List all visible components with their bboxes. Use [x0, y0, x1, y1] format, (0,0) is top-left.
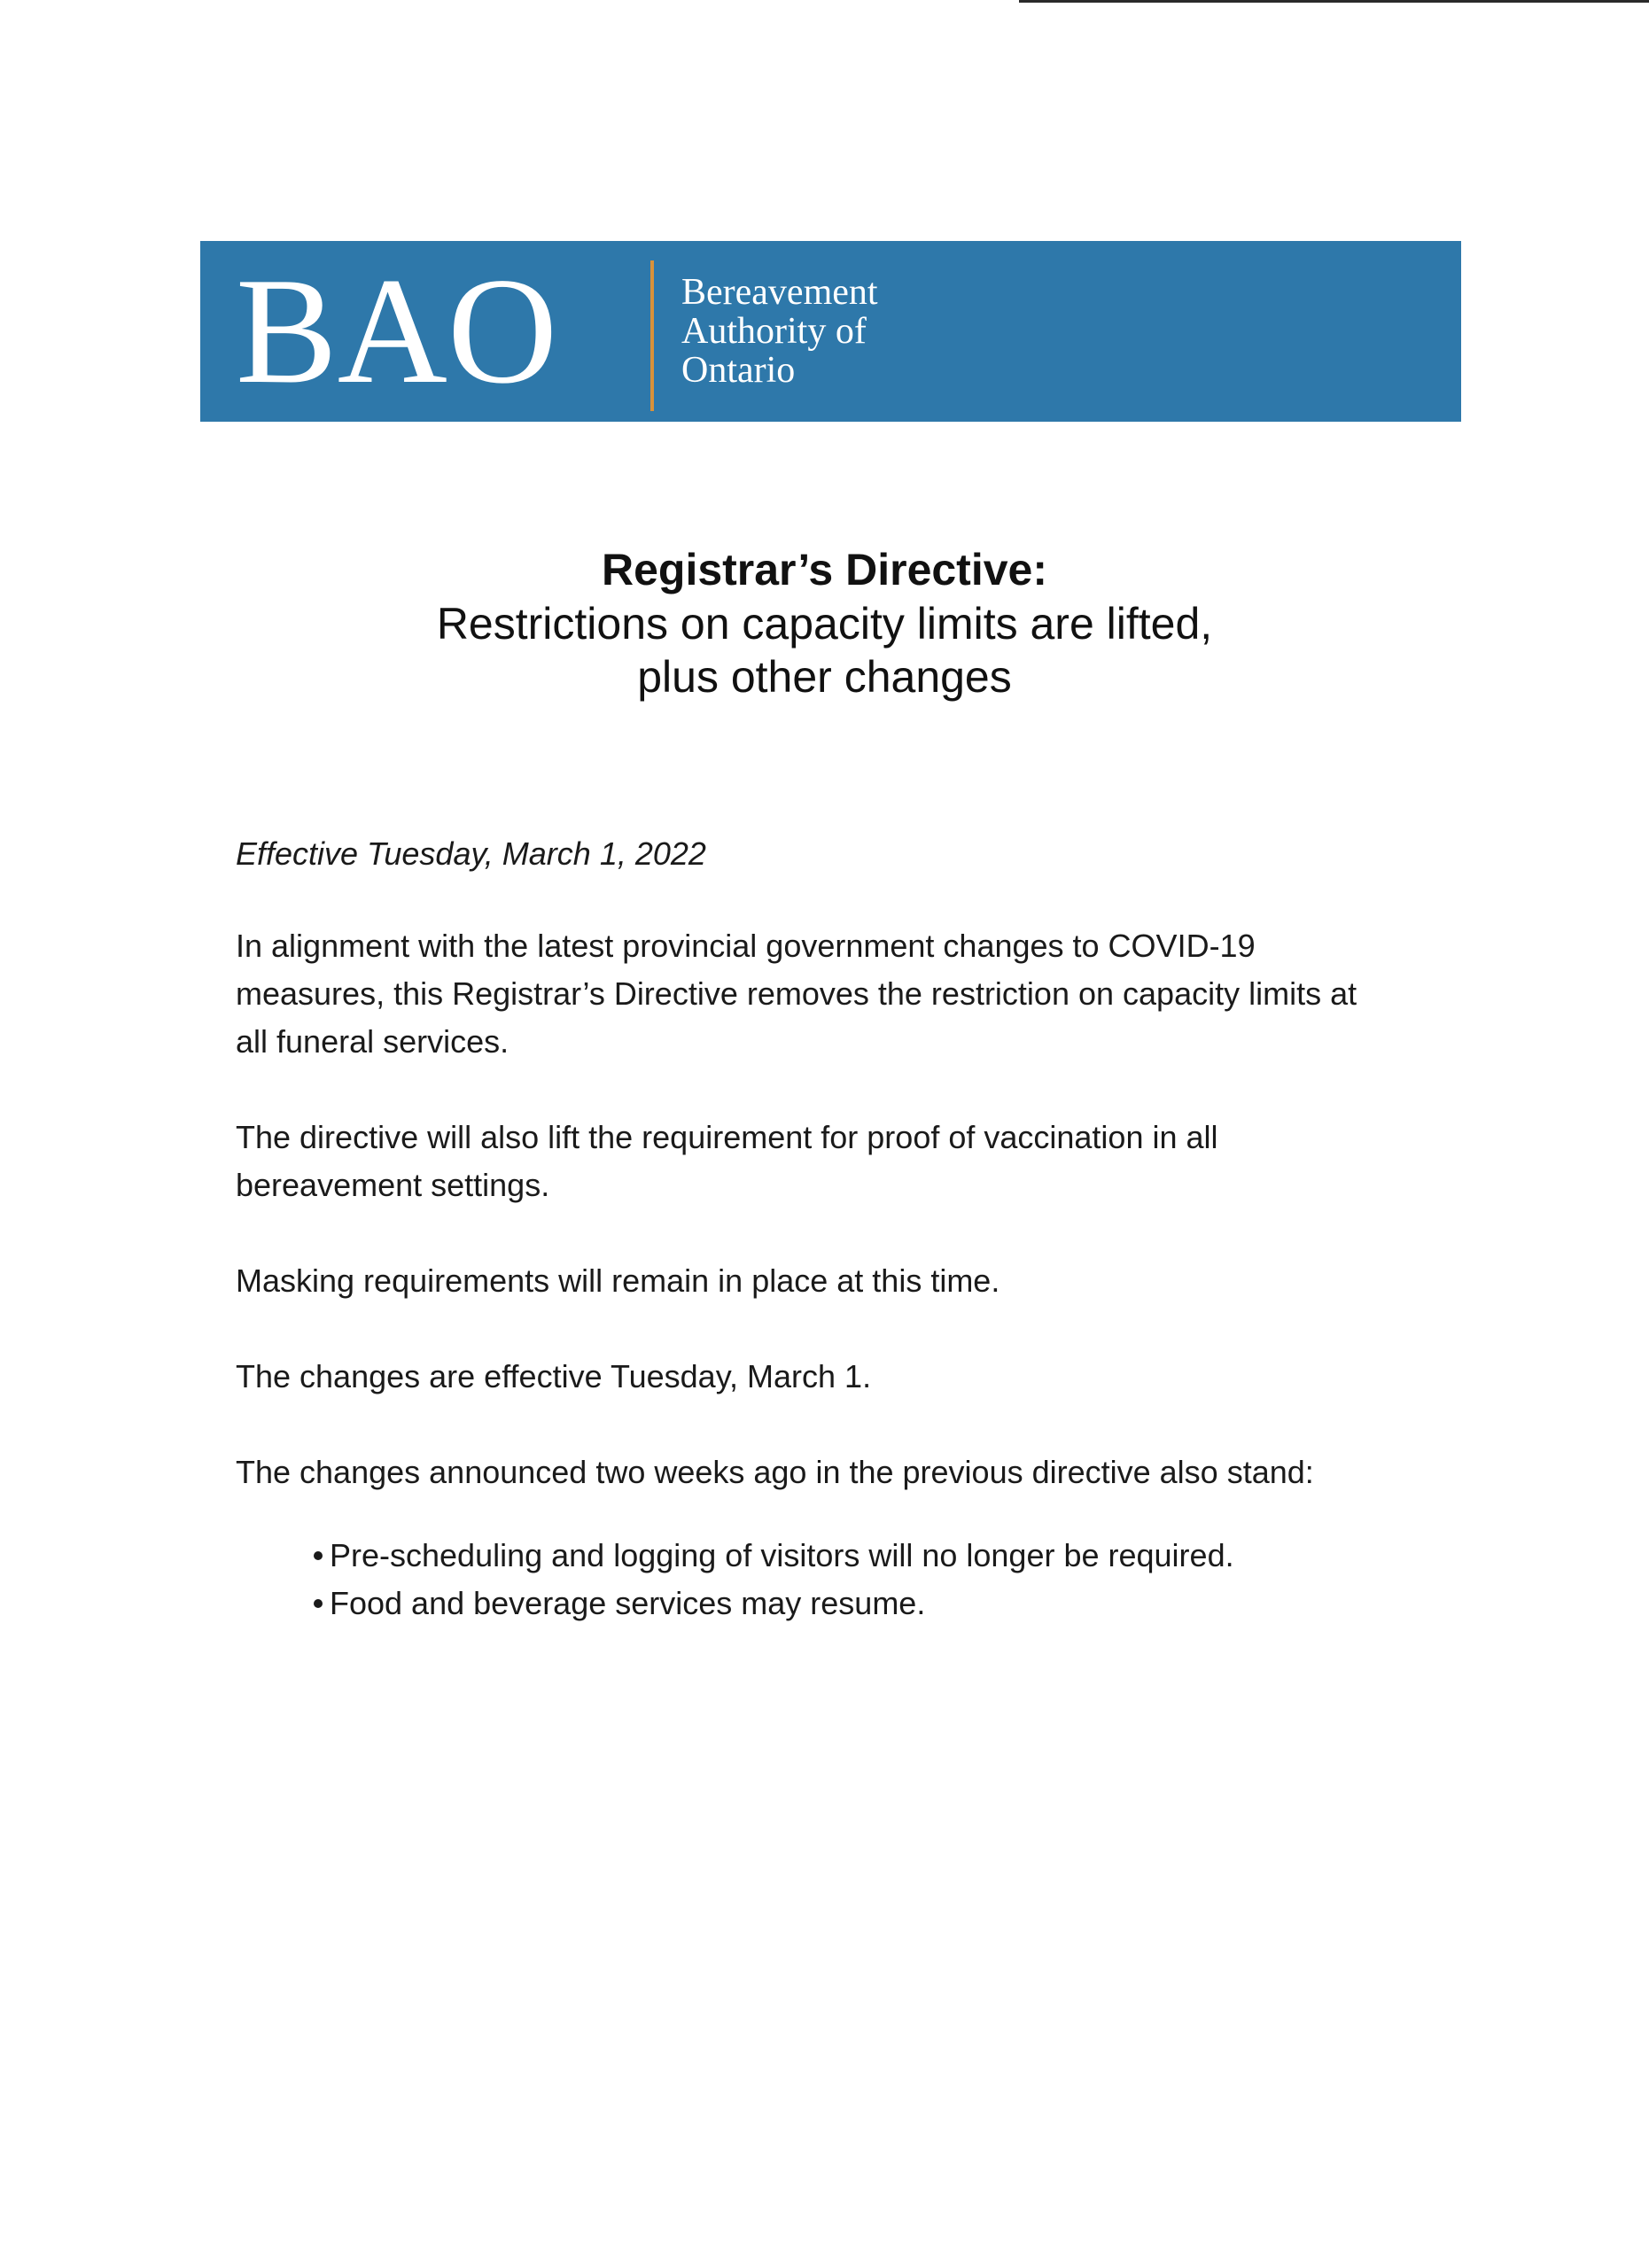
- title-main: Registrar’s Directive:: [601, 545, 1047, 594]
- bullet-icon: [314, 1599, 323, 1608]
- paragraph-line: In alignment with the latest provincial government changes to COVID-19: [236, 928, 1256, 964]
- title-sub-line: plus other changes: [637, 652, 1012, 702]
- paragraph-vaccination: [236, 1114, 1494, 1209]
- list-item-text: Food and beverage services may resume.: [330, 1585, 926, 1621]
- scan-edge: [1019, 0, 1649, 3]
- bullet-list: [314, 1532, 1494, 1627]
- paragraph-line: bereavement settings.: [236, 1167, 550, 1203]
- paragraph-masking: Masking requirements will remain in place at this time.: [236, 1262, 1000, 1299]
- bao-logo-name: [681, 273, 878, 390]
- paragraph-previous-directive: The changes announced two weeks ago in the previous directive also stand:: [236, 1454, 1314, 1490]
- list-item: [314, 1532, 1494, 1580]
- list-item: [314, 1580, 1494, 1627]
- paragraph-line: measures, this Registrar’s Directive removes the restriction on capacity limits at: [236, 975, 1357, 1012]
- logo-name-line: Authority of: [681, 311, 867, 352]
- logo-divider: [650, 260, 654, 411]
- logo-name-line: Ontario: [681, 350, 796, 391]
- paragraph-line: all funeral services.: [236, 1023, 509, 1060]
- document-title: [0, 542, 1649, 703]
- list-item-text: Pre-scheduling and logging of visitors will no longer be required.: [330, 1537, 1234, 1573]
- bullet-icon: [314, 1551, 323, 1560]
- document-body: [236, 830, 1494, 1627]
- bao-logo-mark: BAO: [236, 247, 558, 416]
- logo-name-line: Bereavement: [681, 272, 878, 313]
- title-sub-line: Restrictions on capacity limits are lifted,: [436, 599, 1213, 649]
- paragraph-capacity: [236, 922, 1494, 1066]
- effective-date: Effective Tuesday, March 1, 2022: [236, 835, 706, 872]
- paragraph-line: The directive will also lift the requirement for proof of vaccination in all: [236, 1119, 1218, 1155]
- bao-logo-banner: [200, 241, 1461, 422]
- paragraph-effective: The changes are effective Tuesday, March 1.: [236, 1358, 872, 1394]
